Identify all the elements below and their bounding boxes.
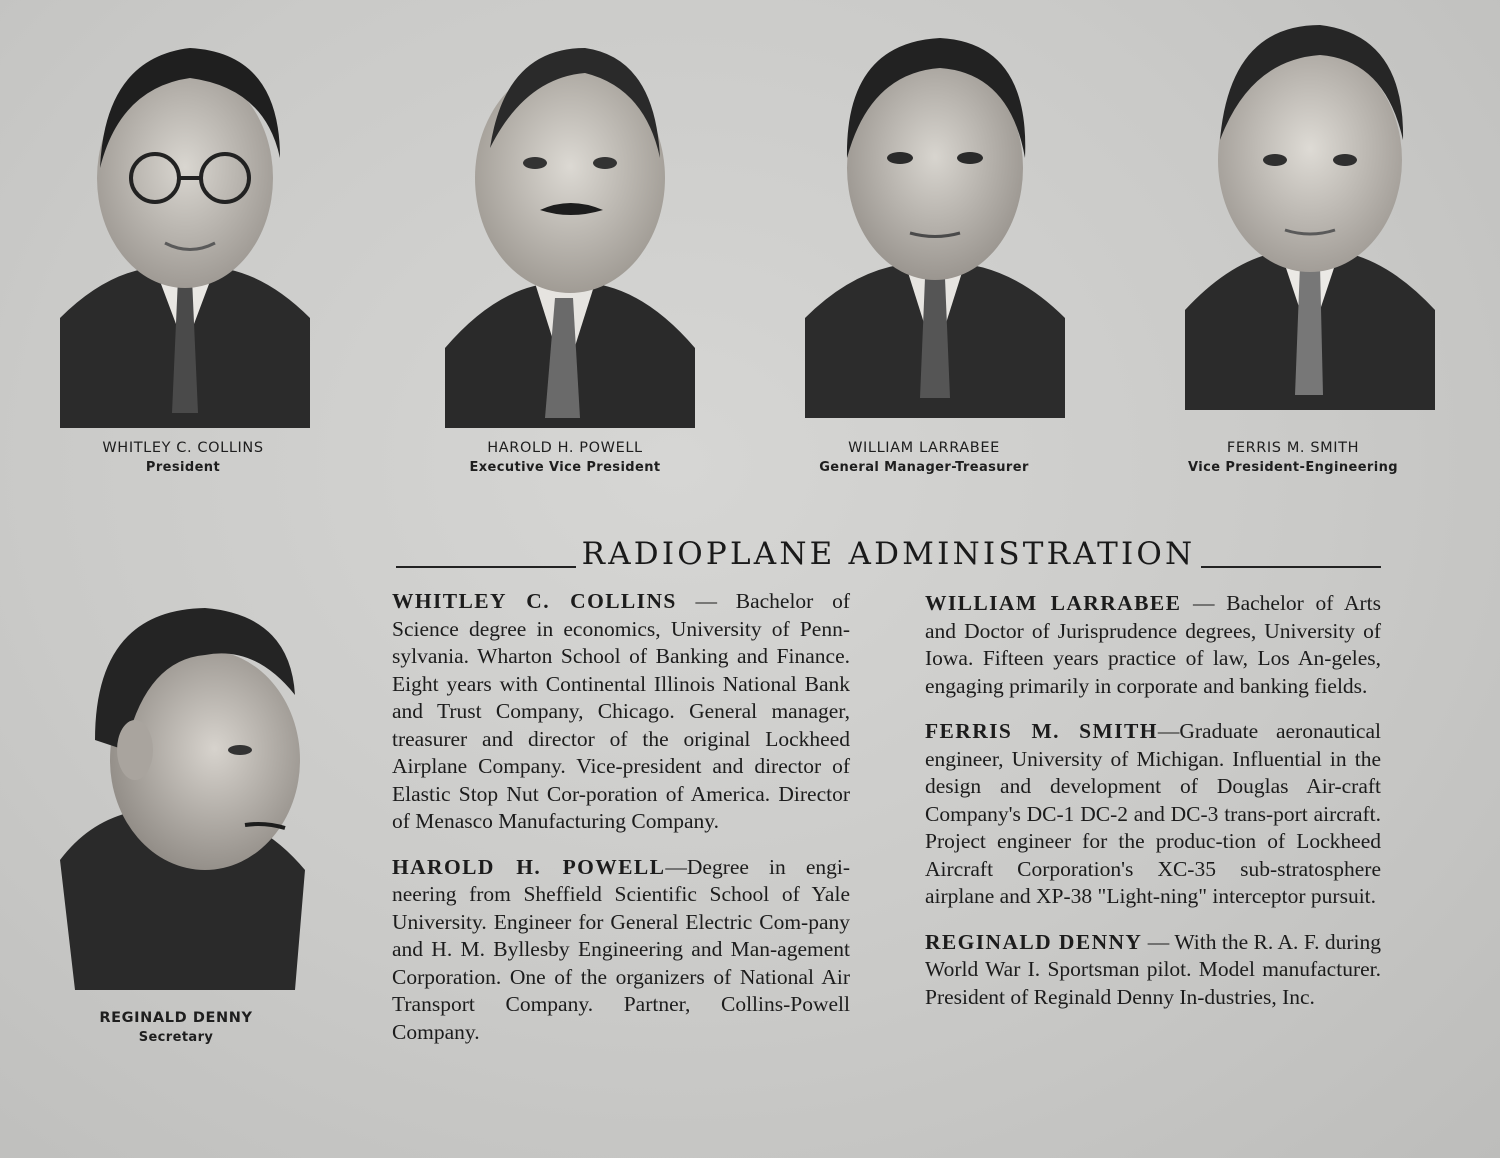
biography-larrabee xyxy=(925,590,1381,700)
portrait-harold-powell xyxy=(445,28,695,428)
executive-name: HAROLD H. POWELL xyxy=(487,440,643,456)
man-with-glasses-portrait-icon xyxy=(60,18,310,428)
biography-text: — With the R. A. F. during World War I. Sportsman pilot. Model manufacturer. President of Reginald Denny In-dustries, Inc. xyxy=(925,929,1381,1009)
executive-name: FERRIS M. SMITH xyxy=(1226,440,1360,456)
executive-title: Secretary xyxy=(138,1030,214,1045)
portrait-william-larrabee xyxy=(805,28,1065,418)
biography-text: — Bachelor of Arts and Doctor of Jurisprudence degrees, University of Iowa. Fifteen years practice of law, Los An-geles, engaging primarily in corporate and banking fields. xyxy=(925,591,1381,698)
biography-name: WHITLEY C. COLLINS xyxy=(392,589,677,613)
portrait-reginald-denny xyxy=(55,600,315,1000)
heading-rule-left xyxy=(396,566,576,568)
man-with-mustache-portrait-icon xyxy=(445,28,695,428)
executive-title: Vice President-Engineering xyxy=(1188,460,1398,475)
biography-powell xyxy=(392,854,850,1047)
biography-name: FERRIS M. SMITH xyxy=(925,719,1158,743)
executive-name: WILLIAM LARRABEE xyxy=(848,440,1000,456)
portrait-ferris-smith xyxy=(1185,20,1435,410)
biography-collins xyxy=(392,588,850,836)
biography-column-right xyxy=(925,590,1381,1029)
biography-name: WILLIAM LARRABEE xyxy=(925,591,1182,615)
caption-harold-powell xyxy=(415,438,715,478)
biography-name: REGINALD DENNY xyxy=(925,929,1143,954)
caption-ferris-smith xyxy=(1143,438,1443,478)
man-portrait-icon xyxy=(805,28,1065,418)
executive-title: President xyxy=(145,460,221,475)
biography-text: —Graduate aeronautical engineer, University of Michigan. Influential in the design and development of Douglas Air-craft Company's DC-1 DC-2 and DC-3 trans-port aircraft. Project engineer for the produc-tion of Lockheed Aircraft Corporation's XC-35 sub-stratosphere airplane and XP-38 "Light-ning" interceptor pursuit. xyxy=(925,719,1381,908)
heading-text: RADIOPLANE ADMINISTRATION xyxy=(581,536,1196,572)
biography-text: —Degree in engi-neering from Sheffield Scientific School of Yale University. Engineer for General Electric Com-pany and H. M. Byllesby Engineering and Man-agement Corporation. One of the organizers of National Air Transport Company. Partner, Collins-Powell Company. xyxy=(392,854,850,1044)
biography-denny xyxy=(925,929,1381,1012)
caption-reginald-denny xyxy=(26,1008,326,1048)
executive-name: REGINALD DENNY xyxy=(99,1010,253,1026)
executive-title: General Manager-Treasurer xyxy=(819,460,1029,475)
caption-william-larrabee xyxy=(774,438,1074,478)
biography-smith xyxy=(925,718,1381,911)
man-profile-portrait-icon xyxy=(55,600,315,1000)
executive-name: WHITLEY C. COLLINS xyxy=(102,440,264,456)
biography-text: — Bachelor of Science degree in economics, University of Penn-sylvania. Wharton School of Banking and Finance. Eight years with Continental Illinois National Bank and Trust Company, Chicago. General manager, treasurer and director of the original Lockheed Airplane Company. Vice-president and director of Elastic Stop Nut Cor-poration of America. Director of Menasco Manufacturing Company. xyxy=(392,589,850,833)
man-portrait-icon xyxy=(1185,20,1435,410)
caption-whitley-collins xyxy=(33,438,333,478)
heading-rule-right xyxy=(1201,566,1381,568)
section-heading xyxy=(396,530,1381,574)
executive-title: Executive Vice President xyxy=(469,460,661,475)
portrait-whitley-collins xyxy=(60,18,310,428)
biography-name: HAROLD H. POWELL xyxy=(392,854,666,879)
biography-column-left xyxy=(392,588,850,1064)
